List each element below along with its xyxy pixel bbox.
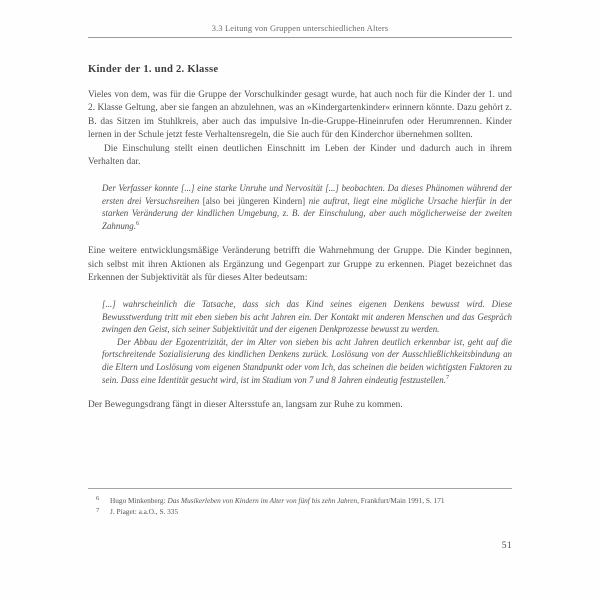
section-title: Kinder der 1. und 2. Klasse	[88, 64, 219, 75]
block-quote-1	[102, 182, 512, 232]
quote1-bracket: [also bei jüngeren Kindern]	[202, 195, 306, 206]
footnote-number: 7	[96, 506, 100, 514]
body-paragraph-3: Eine weitere entwicklungsmäßige Veränderung betrifft die Wahrnehmung der Gruppe. Die Kinder beginnen, sich selbst mit ihren Aktionen als Ergänzung und Gegenpart zur Gruppe zu erkennen. Piaget bezeichnet das Erkennen der Subjektivität als für dieses Alter bedeutsam:	[88, 246, 512, 283]
spacer	[88, 386, 512, 399]
footnote-item	[88, 496, 512, 506]
page-content	[88, 24, 512, 412]
spacer	[88, 285, 512, 298]
block-quote-1-text	[102, 182, 512, 232]
quote1-segment-a: Der Verfasser konnte [...] eine starke Unruhe und Nervosität [...] beobachten. Da dieses Phänomen während der ersten drei Versuchsreihen	[102, 183, 512, 206]
spacer	[88, 170, 512, 183]
footnote-author: J. Piaget: a.a.O., S. 335	[110, 507, 179, 517]
footnote-marker-7[interactable]: 7	[445, 373, 450, 381]
footnote-item	[88, 507, 512, 517]
footnote-section	[88, 488, 512, 519]
block-quote-2-paragraph-b	[102, 336, 512, 386]
spacer	[88, 233, 512, 246]
quote1-segment-b: nie auftrat, liegt eine mögliche Ursache hierfür in der starken Veränderung der kindlichen Umgebung, z. B. der Einschulung, aber auch möglicherweise der zweiten Zahnung.	[102, 195, 512, 231]
footnote-rest: , Frankfurt/Main 1991, S. 171	[357, 496, 445, 505]
page-number: 51	[501, 540, 512, 551]
body-paragraph-1: Vieles von dem, was für die Gruppe der Vorschulkinder gesagt wurde, hat auch noch für die Kinder der 1. und 2. Klasse Geltung, aber sie fangen an abzulehnen, was an »Kindergartenkinder« erinnern könnte. Dazu gehört z. B. das Sitzen im Stuhlkreis, aber auch das impulsive In-die-Gruppe-Hineinrufen oder Herumrennen. Kinder lernen in der Schule jetzt feste Verhaltensregeln, die Sie auch für den Kinderchor übernehmen sollten.	[88, 90, 512, 141]
footnote-author: Hugo Minkenberg:	[110, 496, 168, 505]
block-quote-2-paragraph-a: [...] wahrscheinlich die Tatsache, dass sich das Kind seines eigenen Denkens bewusst wird. Diese Bewusstwerdung tritt mit eben sieben bis acht Jahren ein. Der Kontakt mit anderen Menschen und das Gespräch zwingen den Geist, sich seiner Subjektivität und der eigenen Denkprozesse bewusst zu werden.	[102, 298, 512, 335]
footnote-marker-6[interactable]: 6	[135, 220, 140, 228]
footnote-title: Das Musikerleben von Kindern im Alter von fünf bis zehn Jahren	[167, 496, 358, 505]
running-head: 3.3 Leitung von Gruppen unterschiedlichen Alters	[88, 24, 512, 38]
body-paragraph-4: Der Bewegungsdrang fängt in dieser Altersstufe an, langsam zur Ruhe zu kommen.	[88, 399, 403, 410]
footnote-number: 6	[96, 495, 100, 503]
quote2-segment-b: Der Abbau der Egozentrizität, der im Alter von sieben bis acht Jahren deutlich erkennbar ist, geht auf die fortschreitende Sozialisierung des kindlichen Denkens zurück. Loslösung von der Ausschließlichkeitsbindung an die Eltern und Loslösung vom eigenen Standpunkt oder vom Ich, das scheinen die beiden wichtigsten Faktoren zu sein. Dass eine Identität gesucht wird, ist im Stadium von 7 und 8 Jahren eindeutig festzustellen.	[102, 336, 512, 385]
block-quote-2	[102, 298, 512, 386]
body-paragraph-2: Die Einschulung stellt einen deutlichen Einschnitt im Leben der Kinder und dadurch auch in ihrem Verhalten dar.	[88, 143, 512, 168]
